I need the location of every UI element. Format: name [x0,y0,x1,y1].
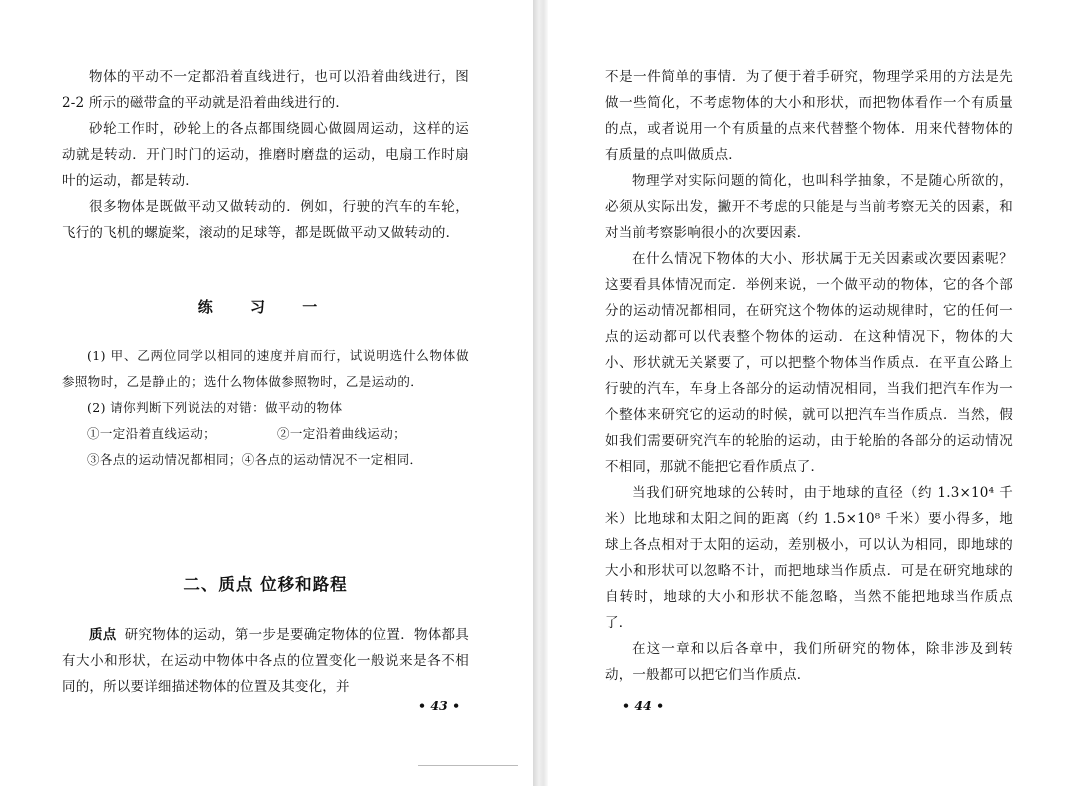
paragraph: 在什么情况下物体的大小、形状属于无关因素或次要因素呢？这要看具体情况而定．举例来说，一个做平动的物体，它的各个部分的运动情况都相同，在研究这个物体的运动规律时，它的任何一点的运动都可以代表整个物体的运动．在这种情况下，物体的大小、形状就无关紧要了，可以把整个物体当作质点．在平直公路上行驶的汽车，车身上各部分的运动情况相同，当我们把汽车作为一个整体来研究它的运动的时候，就可以把汽车当作质点．当然，假如我们需要研究汽车的轮胎的运动，由于轮胎的各部分的运动情况不相同，那就不能把它看作质点了． [605,251,1013,475]
paragraph: 很多物体是既做平动又做转动的．例如，行驶的汽车的车轮，飞行的飞机的螺旋桨，滚动的足球等，都是既做平动又做转动的． [62,199,469,241]
right-body [605,64,1013,688]
term-paragraph [62,622,469,700]
right-page [548,0,1080,786]
scan-artifact [418,765,518,766]
paragraph: 物体的平动不一定都沿着直线进行，也可以沿着曲线进行，图 2-2 所示的磁带盒的平动就是沿着曲线进行的． [62,69,469,111]
exercise-heading-wrap [62,296,469,317]
section-heading-wrap [62,571,469,595]
page-number: • 43 • [418,698,461,713]
section-heading: 二、质点 位移和路程 [183,575,348,594]
exercise-question-2: (2) 请你判断下列说法的对错：做平动的物体 [87,400,343,415]
paragraph: 不是一件简单的事情．为了便于着手研究，物理学采用的方法是先做一些简化，不考虑物体的大小和形状，而把物体看作一个有质量的点，或者说用一个有质量的点来代替整个物体．用来代替物体的有质量的点叫做质点． [605,69,1013,163]
page-number: • 44 • [622,698,665,713]
term-text: 研究物体的运动，第一步是要确定物体的位置．物体都具有大小和形状，在运动中物体中各点的位置变化一般说来是各不相同的，所以要详细描述物体的位置及其变化，并 [62,627,470,695]
paragraph: 在这一章和以后各章中，我们所研究的物体，除非涉及到转动，一般都可以把它们当作质点． [605,641,1013,683]
exercise-option: ①一定沿着直线运动； [87,426,217,441]
book-gutter [533,0,548,786]
exercise-options-row [62,421,469,447]
term-label: 质点 [89,627,117,643]
exercise-heading: 练 习 一 [197,298,334,316]
paragraph: 当我们研究地球的公转时，由于地球的直径（约 1.3×10⁴ 千米）比地球和太阳之间的距离（约 1.5×10⁸ 千米）要小得多，地球上各点相对于太阳的运动，差别极小，可以认为相同，即地球的大小和形状可以忽略不计，而把地球当作质点．可是在研究地球的自转时，地球的大小和形状不能忽略，当然不能把地球当作质点了． [605,485,1013,631]
paragraph: 物理学对实际问题的简化，也叫科学抽象，不是随心所欲的，必须从实际出发，撇开不考虑的只能是与当前考察无关的因素，和对当前考察影响很小的次要因素． [605,173,1013,241]
exercise-option: ②一定沿着曲线运动； [277,426,407,441]
exercise-question-1: (1) 甲、乙两位同学以相同的速度并肩而行，试说明选什么物体做参照物时，乙是静止的；选什么物体做参照物时，乙是运动的． [62,348,469,389]
term-paragraph-wrap [62,622,469,700]
exercise-option: ③各点的运动情况都相同；④各点的运动情况不一定相同． [87,452,423,467]
paragraph: 砂轮工作时，砂轮上的各点都围绕圆心做圆周运动，这样的运动就是转动．开门时门的运动，推磨时磨盘的运动，电扇工作时扇叶的运动，都是转动． [62,121,469,189]
left-body [62,64,469,246]
exercise-block [62,343,469,473]
left-page [0,0,533,786]
